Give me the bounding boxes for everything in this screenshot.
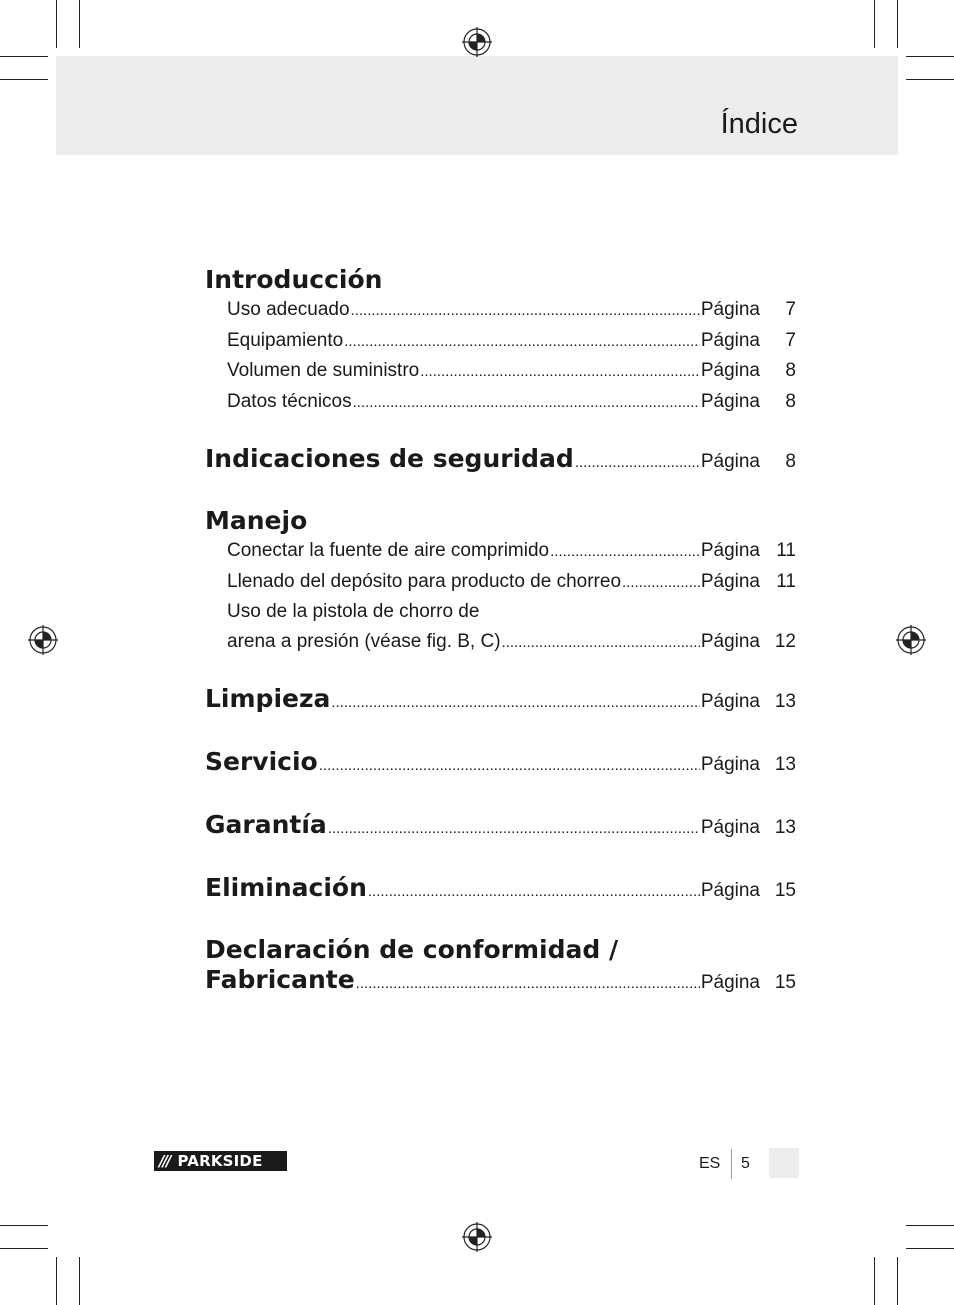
toc-page-number: 13 [774,817,796,838]
registration-mark-icon [896,625,926,655]
toc-section-entry[interactable] [205,965,796,999]
crop-mark [0,1248,48,1249]
toc-leader-dots [622,568,700,598]
toc-entry[interactable] [205,295,796,326]
crop-mark [897,0,898,48]
toc-section-title: Introducción [205,265,383,294]
toc-section-entry[interactable] [205,873,796,907]
toc-leader-dots [344,327,700,357]
crop-mark [79,1257,80,1305]
toc-entry-label-line1: Uso de la pistola de chorro de [227,601,480,622]
crop-mark [906,56,954,57]
toc-leader-dots [420,357,700,387]
toc-section-entry[interactable] [205,444,796,478]
toc-entry[interactable] [205,356,796,387]
crop-mark [906,1248,954,1249]
crop-mark [79,0,80,48]
toc-entry-label: Datos técnicos [227,390,352,412]
toc-entry[interactable] [205,536,796,567]
toc-entry-label: Volumen de suministro [227,360,420,381]
toc-page-label: Página [700,880,760,901]
toc-section-title: Manejo [205,506,308,535]
table-of-contents [205,265,796,999]
toc-section-title: Fabricante [205,965,355,994]
toc-page-label: Página [700,630,760,652]
toc-leader-dots [502,628,700,658]
crop-mark [56,0,57,48]
toc-page-number: 11 [776,540,796,561]
toc-page-number: 8 [785,360,796,381]
toc-leader-dots [550,537,700,567]
header-band [56,56,898,155]
toc-entry[interactable] [205,326,796,357]
toc-entry-label: Uso adecuado [227,299,350,320]
toc-section-title: Eliminación [205,873,367,902]
toc-page-label: Página [700,360,760,381]
toc-entry[interactable] [205,567,796,598]
crop-mark [906,79,954,80]
toc-leader-dots [319,751,700,781]
crop-mark [897,1257,898,1305]
toc-page-number: 13 [774,691,796,712]
toc-section-title: Limpieza [205,684,331,713]
logo-brand-text: PARKSIDE [177,1152,263,1170]
toc-page-number: 15 [774,972,796,993]
toc-section-title: Garantía [205,810,327,839]
toc-entry-label: arena a presión (véase fig. B, C) [227,630,501,652]
registration-mark-icon [28,625,58,655]
toc-page-label: Página [700,817,760,838]
parkside-logo [154,1151,287,1171]
footer-tab-box [769,1148,799,1178]
toc-entry[interactable] [205,627,796,658]
page-title: Índice [720,108,798,140]
toc-leader-dots [353,388,700,418]
toc-entry-label: Equipamiento [227,329,344,351]
toc-entry[interactable] [205,387,796,418]
language-code: ES [699,1155,721,1172]
toc-section-title: Servicio [205,747,318,776]
toc-section-title: Indicaciones de seguridad [205,444,574,473]
toc-page-label: Página [700,390,760,412]
crop-mark [56,1257,57,1305]
toc-section-entry[interactable] [205,747,796,781]
logo-slashes-icon: /// [159,1152,170,1170]
toc-page-number: 12 [774,630,796,652]
crop-mark [0,1225,48,1226]
page-number: 5 [741,1155,750,1172]
toc-section-entry[interactable] [205,684,796,718]
toc-page-number: 11 [776,570,796,592]
crop-mark [874,0,875,48]
toc-page-label: Página [700,570,760,592]
toc-page-label: Página [700,972,760,993]
toc-page-label: Página [700,691,760,712]
registration-mark-icon [462,27,492,57]
toc-leader-dots [368,877,700,907]
toc-page-number: 8 [785,390,796,412]
toc-leader-dots [575,448,700,478]
toc-section-title-line1: Declaración de conformidad / [205,935,619,964]
toc-page-number: 7 [785,299,796,320]
crop-mark [906,1225,954,1226]
toc-page-label: Página [700,329,760,351]
toc-page-number: 8 [785,451,796,472]
crop-mark [0,56,48,57]
crop-mark [0,79,48,80]
footer-divider [731,1149,732,1179]
toc-leader-dots [356,969,700,999]
toc-page-number: 7 [785,329,796,351]
toc-page-label: Página [700,299,760,320]
toc-leader-dots [328,814,700,844]
toc-page-label: Página [700,540,760,561]
toc-page-number: 13 [774,754,796,775]
toc-leader-dots [351,296,700,326]
crop-mark [874,1257,875,1305]
toc-page-label: Página [700,754,760,775]
toc-page-number: 15 [774,880,796,901]
registration-mark-icon [462,1222,492,1252]
toc-entry-label: Llenado del depósito para producto de chorreo [227,570,622,592]
toc-leader-dots [331,688,699,718]
toc-section-entry[interactable] [205,810,796,844]
toc-page-label: Página [700,451,760,472]
toc-entry-label: Conectar la fuente de aire comprimido [227,540,550,561]
